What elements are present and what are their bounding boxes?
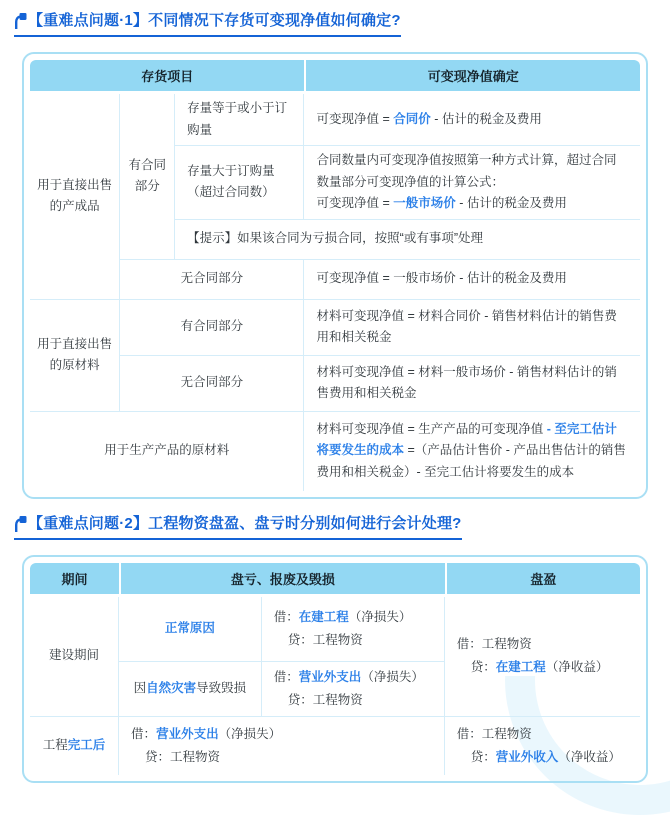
text-segment: 用于直接出售的原材料 (37, 336, 113, 372)
keyword-highlight: 正常原因 (164, 620, 215, 635)
text-segment: 贷： (470, 660, 496, 674)
text-segment: 合同数量内可变现净值按照第一种方式计算，超过合同数量部分可变现净值的计算公式： (316, 153, 617, 189)
section-title-1 (14, 12, 401, 37)
keyword-highlight: 自然灾害 (146, 680, 197, 695)
text-segment: （净损失） (218, 726, 282, 741)
item-finished-goods-for-sale (30, 94, 120, 300)
text-segment: 无合同部分 (180, 375, 244, 390)
text-line (274, 666, 432, 689)
text-segment: 贷： (470, 749, 496, 764)
text-segment: 借： (131, 726, 157, 741)
text-segment: - 估计的税金及费用 (455, 196, 567, 210)
text-segment: 有合同部分 (180, 319, 244, 334)
text-segment: 工程 (42, 737, 68, 752)
keyword-highlight: 合同价 (393, 111, 431, 126)
keyword-highlight: 营业外支出 (298, 669, 362, 684)
item-raw-materials-for-production (30, 412, 304, 491)
text-segment: 借：工程物资 (456, 637, 532, 651)
text-segment: =（产品估计售价 - 产品出售估计的销售费用和相关税金）- 至完工估计将要发生的成本 (316, 443, 626, 479)
contract-part (120, 300, 304, 356)
keyword-highlight: 在建工程 (495, 660, 546, 674)
text-line (316, 193, 628, 215)
text-segment: （净损失） (348, 609, 412, 624)
journal-entry-surplus (445, 597, 640, 717)
section-cwip (0, 499, 670, 783)
nrv-formula (304, 300, 640, 356)
no-contract-part (120, 260, 304, 300)
text-line (457, 723, 628, 746)
text-segment: （净收益） (545, 660, 609, 674)
keyword-highlight: 一般市场价 (393, 196, 456, 210)
nrv-formula (304, 412, 640, 491)
text-segment: 有合同部分 (128, 157, 166, 194)
quote-bookmark-icon (14, 12, 27, 29)
period-after-completion (30, 717, 119, 775)
text-segment: 贷：工程物资 (287, 632, 363, 647)
journal-entry-loss (119, 717, 445, 775)
tip-note (175, 220, 640, 260)
text-segment: 借： (273, 609, 299, 624)
text-line (274, 629, 432, 652)
text-line (131, 746, 432, 769)
text-segment: 借：工程物资 (456, 726, 532, 741)
journal-entry-surplus (445, 717, 640, 775)
text-segment: 材料可变现净值 = 材料合同价 - 销售材料估计的销售费用和相关税金 (316, 308, 617, 344)
header-cell: 存货项目 (30, 60, 304, 94)
keyword-highlight: 营业外支出 (156, 726, 219, 741)
text-segment: 用于生产产品的原材料 (104, 443, 230, 458)
text-segment: 可变现净值 = 一般市场价 - 估计的税金及费用 (316, 271, 567, 286)
text-segment: 导致毁损 (196, 680, 247, 695)
text-line (457, 746, 628, 769)
inventory-nrv-table (30, 60, 640, 491)
text-line (457, 633, 628, 656)
text-segment: 建设期间 (49, 648, 100, 663)
reason-natural-disaster (119, 662, 262, 717)
no-contract-part (120, 356, 304, 412)
qty-equal-or-less-than-order (175, 94, 304, 146)
text-segment: 存量等于或小于订购量 (187, 101, 288, 137)
text-segment: 存量大于订购量（超过合同数） (187, 163, 275, 200)
nrv-table-card (22, 52, 648, 499)
header-cell: 可变现净值确定 (304, 60, 640, 94)
text-segment: （净收益） (558, 749, 621, 764)
text-segment: （净损失） (361, 669, 424, 684)
nrv-formula (304, 146, 640, 220)
text-line (274, 606, 432, 629)
title-underline (14, 12, 401, 37)
construction-materials-table-card (22, 555, 648, 783)
item-raw-materials-for-sale (30, 300, 120, 412)
keyword-highlight: - 至完工估计将要发生的成本 (316, 421, 617, 458)
text-segment: 借： (273, 669, 299, 684)
text-segment: 贷：工程物资 (287, 692, 363, 707)
quote-bookmark-icon (14, 515, 27, 532)
text-segment: 可变现净值 = (316, 196, 394, 210)
page-title: 【重难点问题·1】不同情况下存货可变现净值如何确定? (28, 12, 401, 29)
text-segment: 材料可变现净值 = 生产产品的可变现净值 (316, 421, 547, 436)
journal-entry-loss (262, 597, 445, 662)
reason-normal (119, 597, 262, 662)
nrv-formula (304, 356, 640, 412)
header-cell: 盘亏、报废及毁损 (119, 563, 445, 597)
section-title-2 (14, 515, 462, 540)
text-line (316, 150, 628, 193)
journal-entry-loss (262, 662, 445, 717)
header-cell: 期间 (30, 563, 119, 597)
text-segment: 可变现净值 = (316, 111, 394, 126)
contract-part (120, 94, 175, 260)
text-segment: - 估计的税金及费用 (430, 111, 542, 126)
nrv-formula (304, 94, 640, 146)
text-segment: 【提示】如果该合同为亏损合同，按照“或有事项”处理 (187, 231, 483, 246)
text-segment: 用于直接出售的产成品 (37, 177, 113, 214)
nrv-formula (304, 260, 640, 300)
keyword-highlight: 在建工程 (298, 609, 349, 624)
title-underline (14, 515, 462, 540)
keyword-highlight: 完工后 (67, 737, 106, 752)
period-construction (30, 597, 119, 717)
page-title: 【重难点问题·2】工程物资盘盈、盘亏时分别如何进行会计处理? (28, 514, 462, 532)
inventory-nrv-table (30, 60, 640, 491)
text-segment: 贷：工程物资 (145, 749, 221, 764)
construction-materials-table (30, 563, 640, 775)
qty-greater-than-order (175, 146, 304, 220)
text-line (131, 723, 432, 746)
text-segment: 无合同部分 (180, 271, 244, 286)
text-line (274, 689, 432, 712)
text-segment: 材料可变现净值 = 材料一般市场价 - 销售材料估计的销售费用和相关税金 (316, 364, 617, 400)
header-cell: 盘盈 (445, 563, 640, 597)
text-segment: 因 (133, 680, 147, 695)
construction-materials-table (30, 563, 640, 775)
keyword-highlight: 营业外收入 (495, 749, 559, 764)
